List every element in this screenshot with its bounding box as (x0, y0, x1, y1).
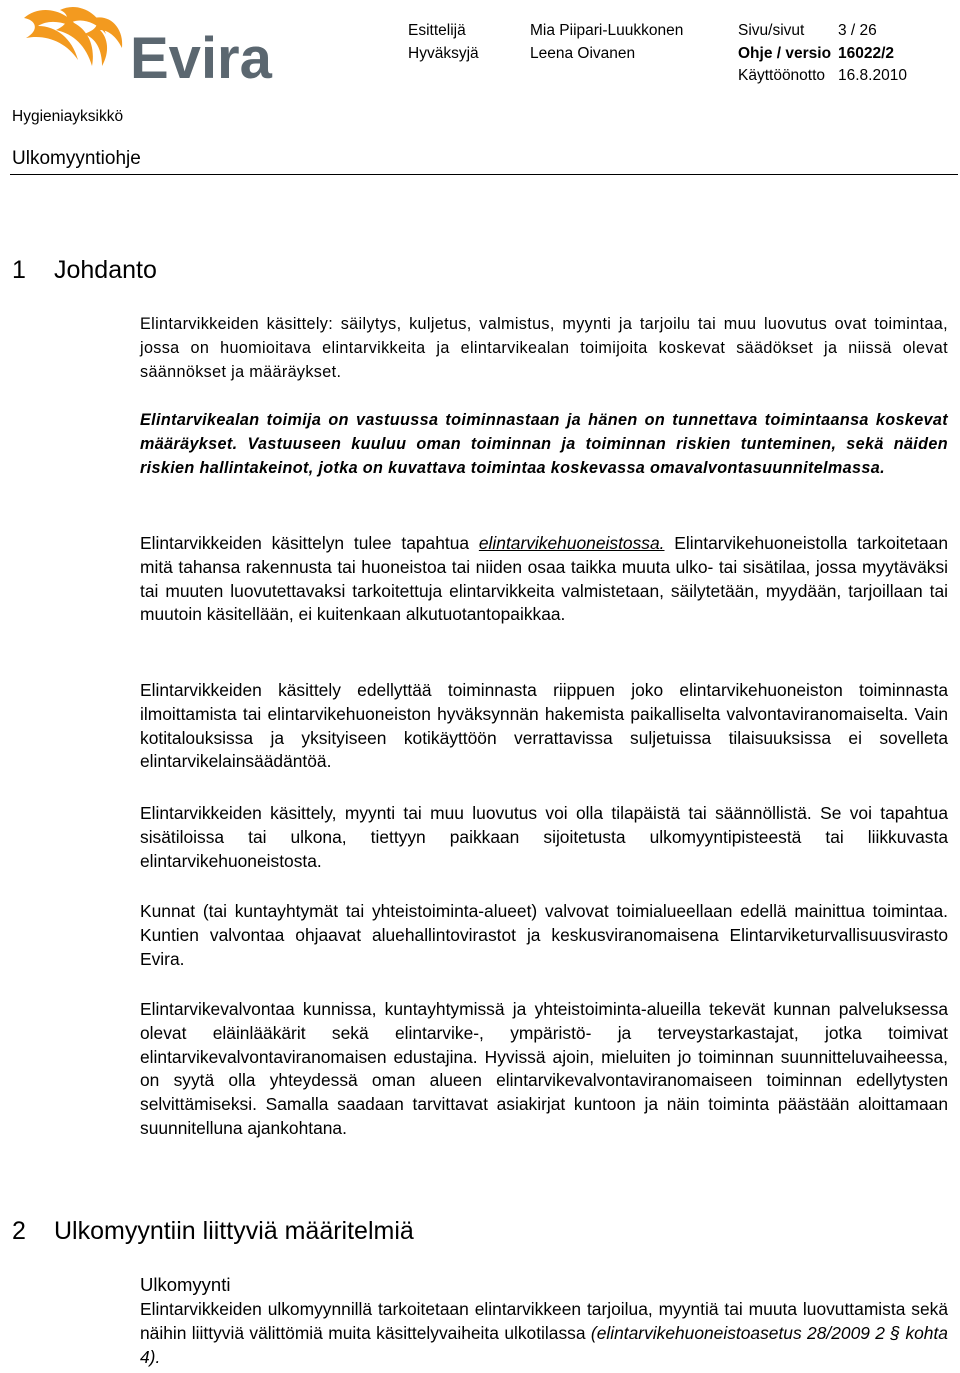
presenter-name: Mia Piipari-Luukkonen (530, 22, 684, 39)
evira-logo (20, 4, 282, 82)
section-number: 2 (12, 1217, 26, 1245)
paragraph-text: Elintarvikkeiden käsittely, myynti tai muu luovutus voi olla tilapäistä tai säännöllistä. Se voi tapahtua sisätiloissa tai ulkona, tiettyyn paikkaan sijoitetusta ulkomyyntipisteestä tai liikkuvasta elintarvikehuoneistosta. (140, 803, 948, 871)
paragraph-text: Elintarvikealan toimija on vastuussa toiminnastaan ja hänen on tunnettava toimintaansa koskevat määräykset. Vastuuseen kuuluu oman toiminnan ja toiminnan riskien tunteminen, sekä näiden riskien hallintakeinot, jotka on kuvattava toimintaa koskevassa omavalvontasuunnitelmassa. (140, 411, 948, 477)
paragraph (140, 802, 948, 873)
section-title: Johdanto (54, 256, 157, 284)
text-run: Elintarvikkeiden käsittelyn tulee tapahtua (140, 533, 479, 553)
paragraph-text (140, 1298, 948, 1369)
paragraph (140, 532, 948, 627)
paragraph (140, 998, 948, 1141)
text-run: Elintarvikehuoneistolla tarkoitetaan mitä tahansa rakennusta tai huoneistoa tai niiden osaa taikka muuta ulko- tai sisätilaa, jossa myytäväksi tai muuten luovutettavaksi tarkoitettuja elintarvikkeita valmistetaan, säilytetään, myydään, tarjoillaan tai muutoin käsitellään, ei kuitenkaan alkutuotantopaikkaa. (140, 533, 948, 625)
section-2-heading (12, 1216, 414, 1246)
paragraph (140, 1298, 948, 1369)
unit-name: Hygieniayksikkö (12, 108, 124, 125)
approver-name: Leena Oivanen (530, 45, 636, 62)
subheading: Ulkomyynti (140, 1274, 231, 1295)
paragraph-text: Elintarvikkeiden käsittely: säilytys, kuljetus, valmistus, myynti ja tarjoilu tai muu luovutus ovat toimintaa, jossa on huomioitava elintarvikkeita ja elintarvikealan toimijoita koskevat säädökset ja niissä olevat säännökset ja määräykset. (140, 315, 948, 381)
paragraph-text: Elintarvikevalvontaa kunnissa, kuntayhtymissä ja yhteistoiminta-alueilla tekevät kunnan palveluksessa olevat eläinlääkärit sekä elintarvike-, ympäristö- ja terveystarkastajat, jotka toimivat elintarvikevalvontaviranomaisen edustajina. Hyvissä ajoin, mieluiten jo toiminnan suunnitteluvaiheessa, on syytä olla yhteydessä oman alueen elintarvikevalvontaviranomaiseen toiminnan edellytysten selvittämiseksi. Samalla saadaan tarvittavat asiakirjat kuntoon ja näin toiminta päästään aloittamaan suunnitelluna ajankohtana. (140, 999, 948, 1138)
adoption-value: 16.8.2010 (838, 67, 907, 84)
section-number: 1 (12, 256, 26, 284)
paragraph-text (140, 532, 948, 627)
section-1-heading (12, 255, 157, 285)
defined-term: elintarvikehuoneistossa. (478, 533, 665, 553)
presenter-label: Esittelijä (408, 22, 466, 39)
paragraph-text: Kunnat (tai kuntayhtymät tai yhteistoiminta-alueet) valvovat toimialueellaan edellä mainittua toimintaa. Kuntien valvontaa ohjaavat aluehallintovirastot ja keskusviranomaisena Elintarviketurvallisuusvirasto Evira. (140, 901, 948, 969)
paragraph (140, 313, 948, 384)
section-title: Ulkomyyntiin liittyviä määritelmiä (54, 1217, 414, 1245)
adoption-label: Käyttöönotto (738, 67, 826, 84)
approver-label: Hyväksyjä (408, 45, 479, 62)
logo-wordmark: Evira (130, 26, 272, 82)
logo-symbol-icon (24, 7, 122, 66)
paragraph (140, 679, 948, 774)
text-run: Elintarvikkeiden ulkomyynnillä tarkoitetaan elintarvikkeen tarjoilua, myyntiä tai muuta luovuttamista sekä näihin liittyviä välittömiä muita käsittelyvaiheita ulkotilassa (140, 1299, 948, 1343)
paragraph-text: Elintarvikkeiden käsittely edellyttää toiminnasta riippuen joko elintarvikehuoneiston toiminnasta ilmoittamista tai elintarvikehuoneiston hyväksynnän hakemista paikalliselta valvontaviranomaiselta. Vain kotitalouksissa ja yksityiseen kotikäyttöön verrattavissa suljetuissa tilaisuuksissa ei sovelleta elintarvikelainsäädäntöä. (140, 680, 948, 772)
paragraph-emphasis (140, 409, 948, 480)
page-value: 3 / 26 (838, 22, 877, 39)
version-label: Ohje / versio (738, 45, 832, 62)
page-label: Sivu/sivut (738, 22, 805, 39)
version-value: 16022/2 (838, 45, 895, 62)
paragraph (140, 900, 948, 971)
document-title: Ulkomyyntiohje (12, 148, 141, 169)
header-divider (10, 174, 958, 175)
legal-reference: (elintarvikehuoneistoasetus 28/2009 2 § kohta 4). (140, 1322, 948, 1367)
